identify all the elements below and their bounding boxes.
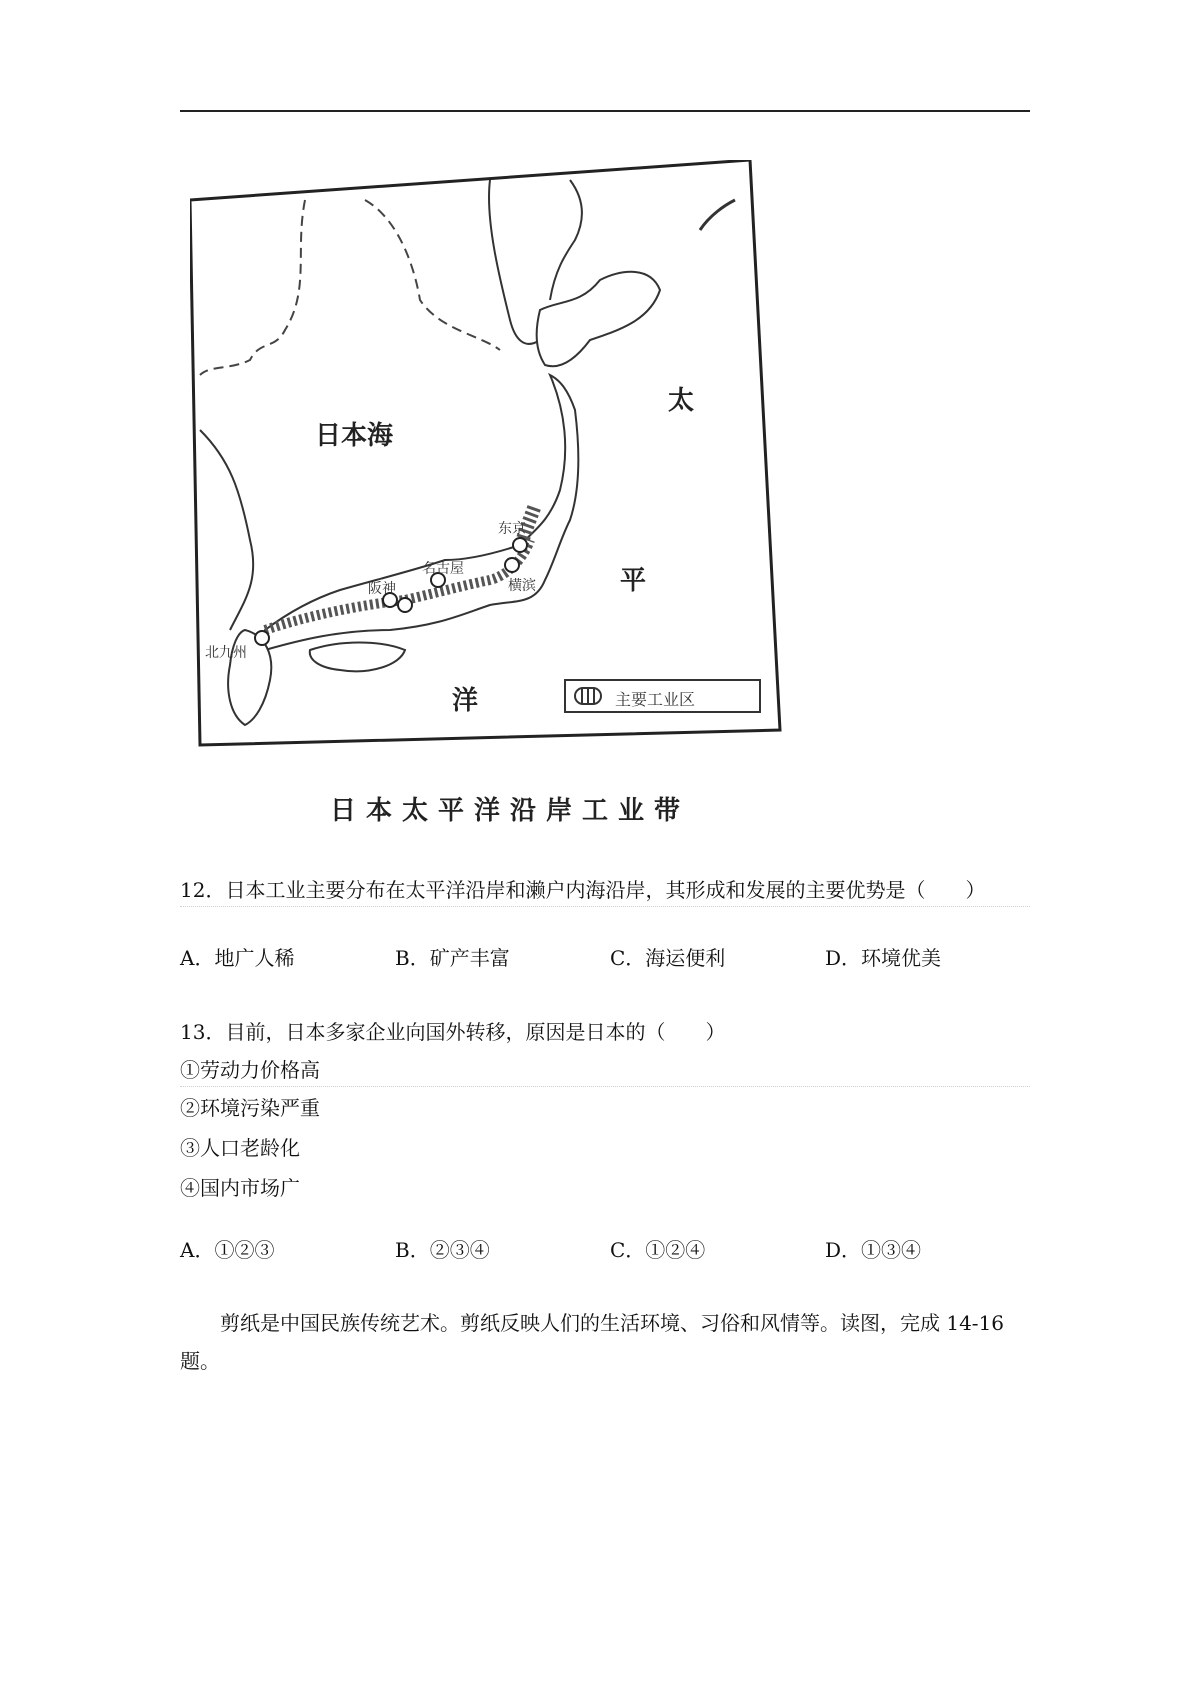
city-kitakyushu: 北九州 xyxy=(205,645,247,661)
q13-item-4: ④国内市场广 xyxy=(180,1176,300,1200)
figure-caption: 日本太平洋沿岸工业带 xyxy=(329,796,690,826)
intro-paragraph: 剪纸是中国民族传统艺术。剪纸反映人们的生活环境、习俗和风情等。读图，完成 14-16 题。 xyxy=(180,1311,1005,1373)
city-marker xyxy=(505,558,519,572)
dotted-rule xyxy=(180,906,1030,907)
q13-item-3: ③人口老龄化 xyxy=(180,1136,300,1160)
city-marker xyxy=(255,631,269,645)
label-pacific-3: 洋 xyxy=(452,686,479,716)
q12-option-c: C．海运便利 xyxy=(610,946,726,970)
city-marker xyxy=(398,598,412,612)
q13-option-b: B．②③④ xyxy=(395,1238,490,1262)
q13-item-2: ②环境污染严重 xyxy=(180,1096,320,1120)
city-hanshin: 阪神 xyxy=(368,581,396,597)
q12-option-d: D．环境优美 xyxy=(825,946,942,970)
label-pacific-1: 太 xyxy=(668,386,695,416)
q12-option-b: B．矿产丰富 xyxy=(395,946,510,970)
japan-industry-map xyxy=(190,160,830,826)
city-tokyo: 东京 xyxy=(498,521,526,537)
header-rule xyxy=(180,110,1030,112)
q13-option-a: A．①②③ xyxy=(180,1238,275,1262)
dotted-rule xyxy=(180,1086,1030,1087)
legend-label: 主要工业区 xyxy=(615,690,696,709)
q12-option-a: A．地广人稀 xyxy=(180,946,295,970)
q13-item-1: ①劳动力价格高 xyxy=(180,1058,320,1082)
label-sea-of-japan: 日本海 xyxy=(315,421,394,451)
map-frame xyxy=(190,160,780,745)
map-drawing xyxy=(190,160,830,780)
city-marker xyxy=(513,538,527,552)
label-pacific-2: 平 xyxy=(620,566,647,596)
q12-stem: 12．日本工业主要分布在太平洋沿岸和濑户内海沿岸，其形成和发展的主要优势是（ ） xyxy=(180,878,986,902)
q13-option-c: C．①②④ xyxy=(610,1238,706,1262)
city-nagoya: 名古屋 xyxy=(422,561,464,577)
city-yokohama: 横滨 xyxy=(508,578,536,594)
q13-option-d: D．①③④ xyxy=(825,1238,922,1262)
q13-stem: 13．目前，日本多家企业向国外转移，原因是日本的（ ） xyxy=(180,1020,726,1044)
